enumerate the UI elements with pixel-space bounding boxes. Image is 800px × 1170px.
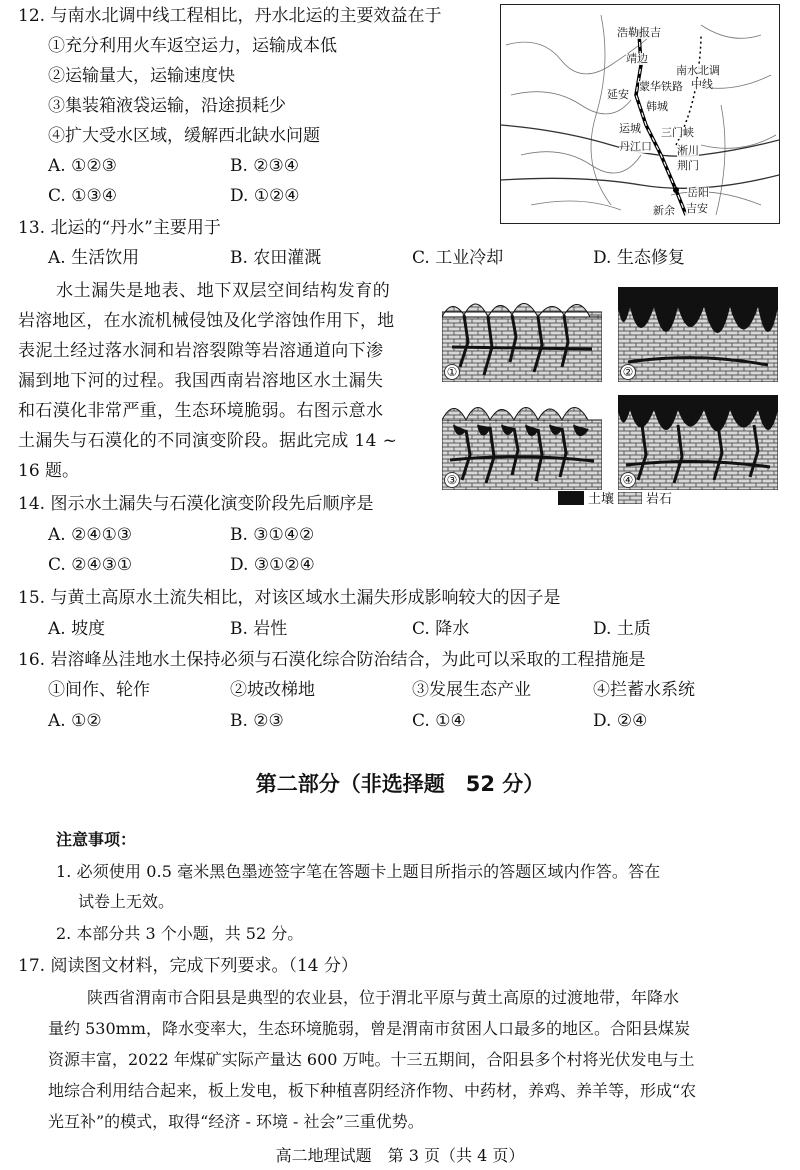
stage-label-2: ②: [620, 364, 636, 380]
q16-option-b: B. ②③: [230, 711, 284, 731]
legend-rock: 岩石: [646, 492, 673, 507]
map-label-sanmenxia: 三门峡: [661, 126, 694, 139]
stage-panel-2: [618, 287, 778, 382]
figure-legend: [558, 488, 672, 507]
q15-option-a: A. 坡度: [48, 619, 106, 639]
q17-line-4: 地综合利用结合起来，板上发电，板下种植喜阴经济作物、中药材，养鸡、养羊等，形成“农: [48, 1081, 697, 1100]
q16-item-3: ③发展生态产业: [412, 680, 531, 700]
notice-title: 注意事项：: [56, 830, 137, 849]
map-label-zhongxian: 中线: [691, 78, 713, 91]
q12-item-4: ④扩大受水区域，缓解西北缺水问题: [48, 126, 320, 146]
passage-line-7: 16 题。: [18, 461, 80, 481]
stage-label-3: ③: [444, 472, 460, 488]
notice-2: 2. 本部分共 3 个小题，共 52 分。: [56, 924, 304, 943]
q17-stem: 17. 阅读图文材料，完成下列要求。（14 分）: [18, 956, 358, 976]
q15-option-d: D. 土质: [593, 619, 651, 639]
map-label-yueyang: 岳阳: [687, 186, 709, 199]
q15-option-c: C. 降水: [412, 619, 470, 639]
q16-item-2: ②坡改梯地: [230, 680, 315, 700]
legend-soil: 土壤: [588, 492, 615, 507]
q16-item-4: ④拦蓄水系统: [593, 680, 695, 700]
passage-line-1: 水土漏失是地表、地下双层空间结构发育的: [56, 281, 391, 301]
q17-line-1: 陕西省渭南市合阳县是典型的农业县，位于渭北平原与黄土高原的过渡地带，年降水: [87, 988, 680, 1007]
passage-line-6: 土漏失与石漠化的不同演变阶段。据此完成 14 ~: [18, 431, 398, 451]
map-label-menghua-railway: 蒙华铁路: [639, 80, 683, 93]
stage-label-1: ①: [444, 364, 460, 380]
passage-line-4: 漏到地下河的过程。我国西南岩溶地区水土漏失: [18, 371, 384, 391]
q14-option-d: D. ③①②④: [230, 555, 315, 575]
stage-label-4: ④: [620, 472, 636, 488]
q15-stem: 15. 与黄土高原水土流失相比，对该区域水土漏失形成影响较大的因子是: [18, 588, 561, 608]
q16-option-a: A. ①②: [48, 711, 102, 731]
q16-option-c: C. ①④: [412, 711, 466, 731]
stage-panel-1: [442, 287, 602, 382]
map-label-jian: 吉安: [686, 202, 708, 215]
rock-swatch: [618, 492, 642, 504]
q14-option-b: B. ③①④②: [230, 525, 315, 545]
q14-stem: 14. 图示水土漏失与石漠化演变阶段先后顺序是: [18, 494, 374, 514]
q12-option-a: A. ①②③: [48, 156, 117, 176]
q12-option-b: B. ②③④: [230, 156, 300, 176]
route-map: [500, 4, 780, 224]
q13-stem: 13. 北运的“丹水”主要用于: [18, 218, 221, 238]
q17-line-5: 光互补”的模式，取得“经济 - 环境 - 社会”三重优势。: [48, 1112, 424, 1131]
q13-option-c: C. 工业冷却: [412, 248, 504, 268]
q14-option-a: A. ②④①③: [48, 525, 133, 545]
karst-figure: [440, 285, 780, 510]
soil-swatch: [558, 491, 584, 505]
q13-option-b: B. 农田灌溉: [230, 248, 322, 268]
passage-line-5: 和石漠化非常严重，生态环境脆弱。右图示意水: [18, 401, 384, 421]
stage-panel-3: [442, 395, 602, 490]
q12-option-c: C. ①③④: [48, 186, 117, 206]
passage-line-2: 岩溶地区，在水流机械侵蚀及化学溶蚀作用下，地: [18, 311, 395, 331]
map-label-xichuan: 淅川: [677, 144, 699, 157]
q13-option-a: A. 生活饮用: [48, 248, 140, 268]
map-label-haolebaoji: 浩勒报吉: [617, 26, 661, 39]
map-label-danjiangkou: 丹江口: [619, 140, 652, 153]
q17-line-3: 资源丰富，2022 年煤矿实际产量达 600 万吨。十三五期间，合阳县多个村将光伏发电与土: [48, 1050, 695, 1069]
map-label-xinyu: 新余: [653, 204, 675, 217]
map-label-yuncheng: 运城: [619, 122, 641, 135]
q12-item-2: ②运输量大，运输速度快: [48, 66, 235, 86]
stage-panel-4: [618, 395, 778, 490]
part2-title: 第二部分（非选择题 52 分）: [255, 772, 545, 796]
q16-stem: 16. 岩溶峰丛洼地水土保持必须与石漠化综合防治结合，为此可以采取的工程措施是: [18, 650, 646, 670]
q12-option-d: D. ①②④: [230, 186, 300, 206]
map-label-nanshuibeidiao: 南水北调: [676, 64, 720, 77]
q16-item-1: ①间作、轮作: [48, 680, 150, 700]
q13-option-d: D. 生态修复: [593, 248, 685, 268]
q12-stem: 12. 与南水北调中线工程相比，丹水北运的主要效益在于: [18, 6, 442, 26]
q12-item-3: ③集装箱液袋运输，沿途损耗少: [48, 96, 286, 116]
map-label-jingmen: 荆门: [677, 159, 699, 172]
notice-1-line-1: 1. 必须使用 0.5 毫米黑色墨迹签字笔在答题卡上题目所指示的答题区域内作答。答在: [56, 862, 661, 881]
q16-option-d: D. ②④: [593, 711, 648, 731]
passage-line-3: 表泥土经过落水洞和岩溶裂隙等岩溶通道向下渗: [18, 341, 384, 361]
map-label-hancheng: 韩城: [646, 100, 668, 113]
q14-option-c: C. ②④③①: [48, 555, 133, 575]
q12-item-1: ①充分利用火车返空运力，运输成本低: [48, 36, 337, 56]
notice-1-line-2: 试卷上无效。: [78, 892, 175, 911]
map-label-yanan: 延安: [607, 88, 629, 101]
page-footer: 高二地理试题 第 3 页（共 4 页）: [275, 1146, 525, 1165]
q17-line-2: 量约 530mm，降水变率大，生态环境脆弱，曾是渭南市贫困人口最多的地区。合阳县煤炭: [48, 1019, 690, 1038]
map-label-jingbian: 靖边: [626, 52, 648, 65]
q15-option-b: B. 岩性: [230, 619, 288, 639]
